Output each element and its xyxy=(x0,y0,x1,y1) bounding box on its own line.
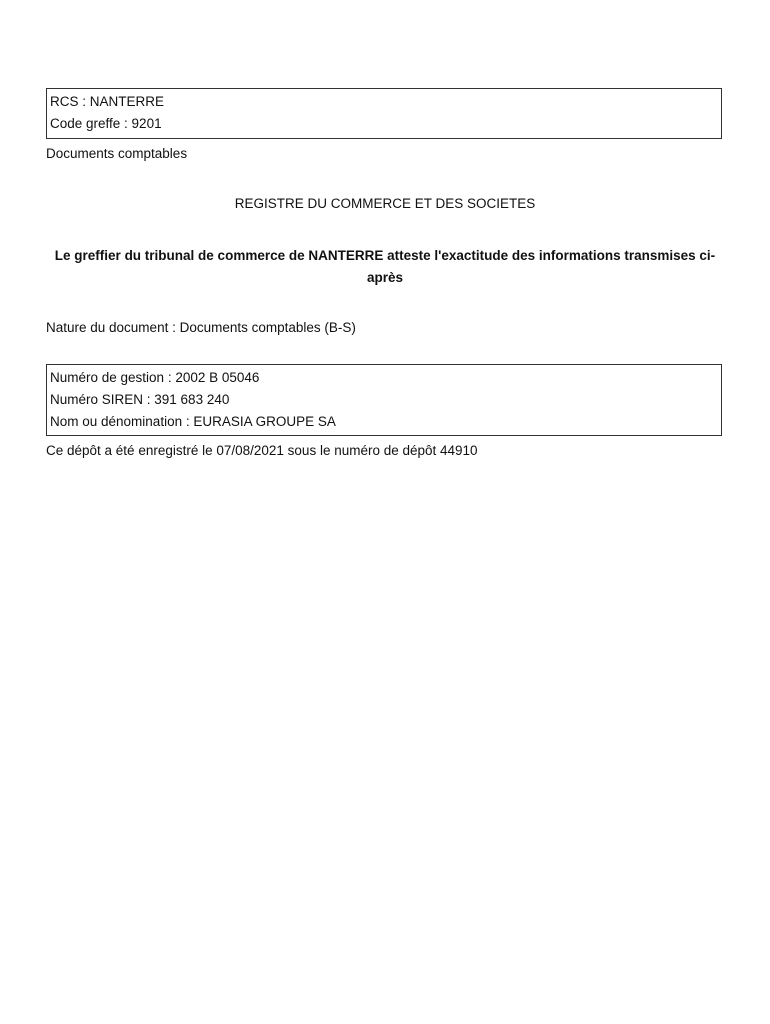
document-category: Documents comptables xyxy=(46,146,188,161)
rcs-line: RCS : NANTERRE xyxy=(50,94,165,109)
attestation-statement: Le greffier du tribunal de commerce de NANTERRE atteste l'exactitude des informations transmises ci-après xyxy=(54,248,716,285)
document-nature: Nature du document : Documents comptables (B-S) xyxy=(46,320,356,335)
registry-info-box xyxy=(46,88,722,139)
numero-siren-line: Numéro SIREN : 391 683 240 xyxy=(50,392,230,407)
code-greffe-line: Code greffe : 9201 xyxy=(50,116,162,131)
company-info-box xyxy=(46,364,722,436)
numero-gestion-line: Numéro de gestion : 2002 B 05046 xyxy=(50,370,260,385)
denomination-line: Nom ou dénomination : EURASIA GROUPE SA xyxy=(50,414,336,429)
registry-title: REGISTRE DU COMMERCE ET DES SOCIETES xyxy=(234,196,536,211)
deposit-statement: Ce dépôt a été enregistré le 07/08/2021 sous le numéro de dépôt 44910 xyxy=(46,443,478,458)
